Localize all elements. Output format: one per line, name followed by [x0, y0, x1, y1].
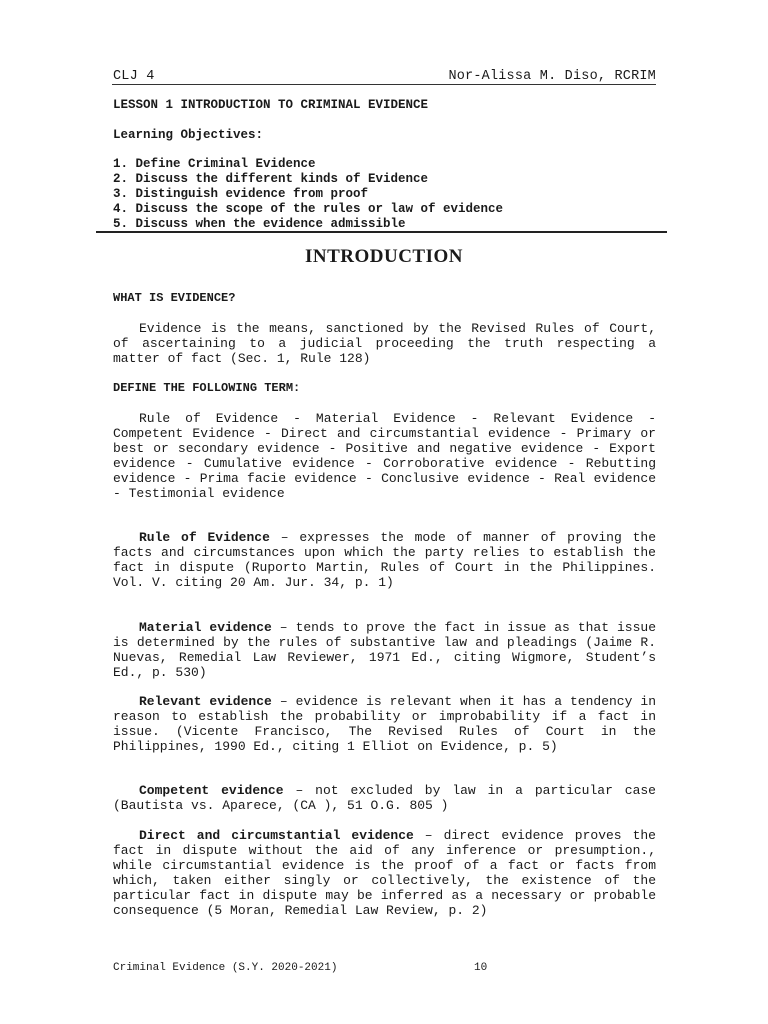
objective-item: 4. Discuss the scope of the rules or law of evidence: [113, 202, 504, 216]
definition-term: Competent evidence: [139, 783, 284, 798]
what-is-evidence-heading: WHAT IS EVIDENCE?: [113, 291, 236, 305]
define-terms-text: Rule of Evidence - Material Evidence - Relevant Evidence - Competent Evidence - Direct and circumstantial evidence - Primary or best or secondary evidence - Positive and negative evidence - Export evidence - Cumulative evidence - Corroborative evidence - Rebutting evidence - Prima facie evidence - Conclusive evidence - Real evidence - Testimonial evidence: [113, 411, 656, 501]
definition-competent-evidence: [113, 783, 656, 813]
definition-term: Material evidence: [139, 620, 272, 635]
objectives-rule: [96, 231, 667, 233]
objective-item: 3. Distinguish evidence from proof: [113, 187, 369, 201]
definition-term: Rule of Evidence: [139, 530, 270, 545]
section-title: INTRODUCTION: [304, 246, 464, 267]
definition-text: – direct evidence proves the fact in dispute without the aid of any inference or presumption., while circumstantial evidence is the proof of a fact or facts from which, taken either singly or collectively, the existence of the particular fact in dispute may be inferred as a necessary or probable consequence (5 Moran, Remedial Law Review, p. 2): [113, 828, 656, 918]
definition-text: – evidence is relevant when it has a tendency in reason to establish the probability or improbability if a fact in issue. (Vicente Francisco, The Revised Rules of Court in the Philippines, 1990 Ed., citing 1 Elliot on Evidence, p. 5): [113, 694, 657, 754]
lesson-title: LESSON 1 INTRODUCTION TO CRIMINAL EVIDENCE: [113, 98, 429, 112]
header-author: Nor-Alissa M. Diso, RCRIM: [448, 69, 656, 84]
footer-title: Criminal Evidence (S.Y. 2020-2021): [113, 962, 338, 974]
objective-item: 5. Discuss when the evidence admissible: [113, 217, 406, 231]
page-number: 10: [474, 962, 488, 974]
header-course: CLJ 4: [113, 69, 155, 84]
definition-text: – not excluded by law in a particular case (Bautista vs. Aparece, (CA ), 51 O.G. 805 ): [113, 783, 656, 813]
objective-item: 2. Discuss the different kinds of Evidence: [113, 172, 429, 186]
header-rule: [112, 84, 656, 85]
what-is-evidence-text: Evidence is the means, sanctioned by the Revised Rules of Court, of ascertaining to a judicial proceeding the truth respecting a matter of fact (Sec. 1, Rule 128): [113, 321, 656, 366]
definition-term: Relevant evidence: [139, 694, 272, 709]
objectives-list: [113, 157, 503, 232]
objectives-title: Learning Objectives:: [113, 128, 264, 142]
definition-material-evidence: [113, 620, 656, 680]
definition-term: Direct and circumstantial evidence: [139, 828, 414, 843]
define-terms-heading: DEFINE THE FOLLOWING TERM:: [113, 381, 301, 395]
definition-relevant-evidence: [113, 694, 656, 754]
definition-direct-circumstantial: [113, 828, 656, 918]
definition-text: – expresses the mode of manner of proving the facts and circumstances upon which the party relies to establish the fact in dispute (Ruporto Martin, Rules of Court in the Philippines. Vol. V. citing 20 Am. Jur. 34, p. 1): [113, 530, 657, 590]
definition-rule-of-evidence: [113, 530, 656, 590]
definition-text: – tends to prove the fact in issue as that issue is determined by the rules of substantive law and pleadings (Jaime R. Nuevas, Remedial Law Reviewer, 1971 Ed., citing Wigmore, Student’s Ed., p. 530): [113, 620, 657, 680]
objective-item: 1. Define Criminal Evidence: [113, 157, 316, 171]
